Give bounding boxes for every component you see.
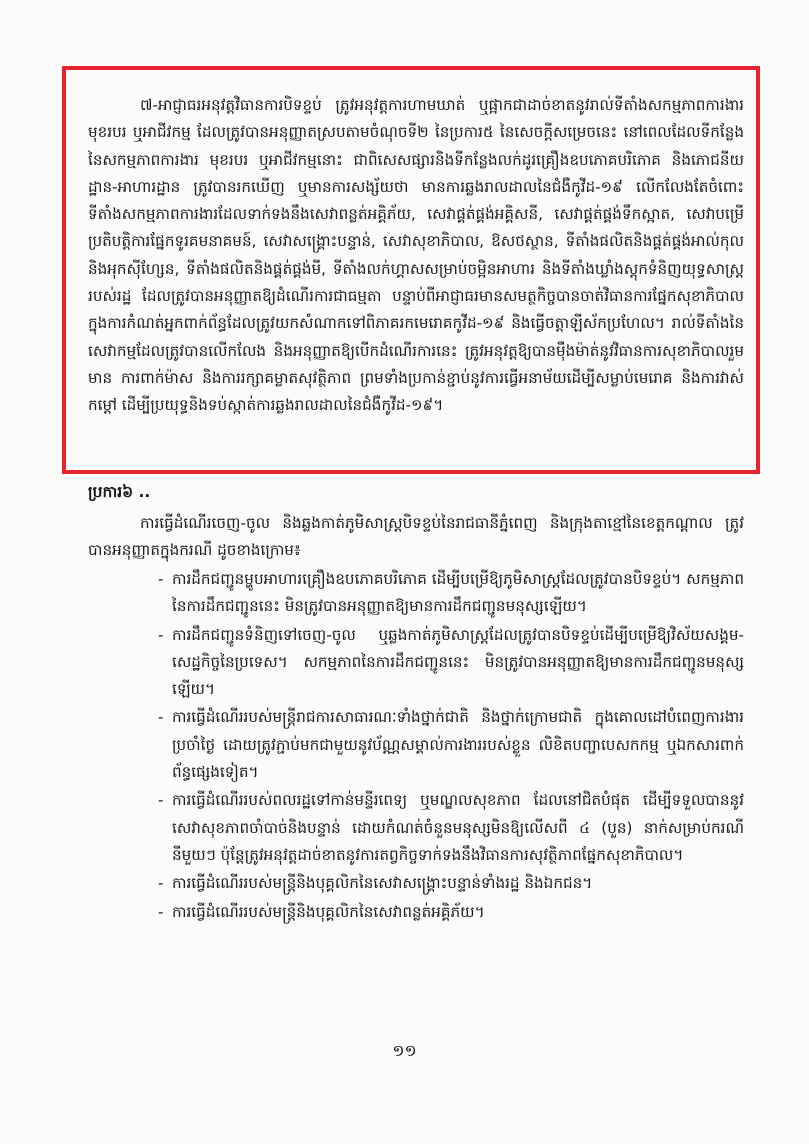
list-item-text: ការដឹកជញ្ជូនទំនិញទៅចេញ-ចូល ឬឆ្លងកាត់ភូមិសាស្ត្រដែលត្រូវបានបិទខ្ទប់ដើម្បីបម្រើឱ្យវិស័យសង្គម-សេដ្ឋកិច្ចនៃប្រទេស។ សកម្មភាពនៃការដឹកជញ្ជូននេះ មិនត្រូវបានអនុញ្ញាតឱ្យមានការដឹកជញ្ជូនមនុស្សឡើយ។ (172, 625, 744, 699)
bullet-dash: - (158, 708, 164, 727)
list-item (158, 899, 744, 926)
allowed-travel-list (158, 566, 744, 927)
list-item (158, 622, 744, 704)
list-item-text: ការធ្វើដំណើររបស់ពលរដ្ឋទៅកាន់មន្ទីរពេទ្យ ឬមណ្ឌលសុខភាព ដែលនៅជិតបំផុត ដើម្បីទទួលបាននូវសេវាសុខភាពចាំបាច់និងបន្ទាន់ ដោយកំណត់ចំនួនមនុស្សមិនឱ្យលើសពី ៤ (បួន) នាក់សម្រាប់ករណីនីមួយៗ ប៉ុន្តែត្រូវអនុវត្តដាច់ខាតនូវការតព្វកិច្ចទាក់ទងនឹងវិធានការសុវត្ថិភាពផ្នែកសុខាភិបាល។ (172, 791, 744, 864)
list-item-text: ការធ្វើដំណើររបស់មន្ត្រីរាជការសាធារណៈទាំងថ្នាក់ជាតិ និងថ្នាក់ក្រោមជាតិ ក្នុងគោលដៅបំពេញការងារប្រចាំថ្ងៃ ដោយត្រូវភ្ជាប់មកជាមួយនូវប័ណ្ណសម្គាល់ការងាររបស់ខ្លួន លិខិតបញ្ជាបេសកកម្ម ឬឯកសារពាក់ព័ន្ធផ្សេងទៀត។ (172, 708, 744, 782)
bullet-dash: - (158, 791, 164, 810)
list-item-text: ការដឹកជញ្ជូនម្ហូបអាហារគ្រឿងឧបភោគបរិភោគ ដើម្បីបម្រើឱ្យភូមិសាស្ត្រដែលត្រូវបានបិទខ្ទប់។ សកម្មភាពនៃការដឹកជញ្ជូននេះ មិនត្រូវបានអនុញ្ញាតឱ្យមានការដឹកជញ្ជូនមនុស្សឡើយ។ (172, 570, 744, 616)
bullet-dash: - (158, 570, 164, 588)
list-item-text: ការធ្វើដំណើររបស់មន្ត្រីនិងបុគ្គលិកនៃសេវាពន្លត់អគ្គិភ័យ។ (172, 902, 485, 921)
bullet-dash: - (158, 625, 164, 644)
article-intro-paragraph: ការធ្វើដំណើរចេញ-ចូល និងឆ្លងកាត់ភូមិសាស្ត្របិទខ្ទប់នៃរាជធានីភ្នំពេញ និងក្រុងតាខ្មៅនៃខេត្តកណ្ដាល ត្រូវបានអនុញ្ញាតក្នុងករណី ដូចខាងក្រោម៖ (88, 514, 744, 560)
list-item (158, 787, 744, 869)
list-item (158, 704, 744, 786)
highlighted-paragraph: ៧-អាជ្ញាធរអនុវត្តវិធានការបិទខ្ទប់ ត្រូវអនុវត្តការហាមឃាត់ ឬផ្អាកជាដាច់ខាតនូវរាល់ទីតាំងសកម្មភាពការងារ មុខរបរ ឬអាជីវកម្ម ដែលត្រូវបានអនុញ្ញាតស្របតាមចំណុចទី២ នៃប្រការ៥ នៃសេចក្ដីសម្រេចនេះ នៅពេលដែលទីកន្លែងនៃសកម្មភាពការងារ មុខរបរ ឬអាជីវកម្មនោះ ជាពិសេសផ្សារនិងទីកន្លែងលក់ដូរគ្រឿងឧបភោគបរិភោគ និងភោជនីយដ្ឋាន-អាហារដ្ឋាន ត្រូវបានរកឃើញ ឬមានការសង្ស័យថា មានការឆ្លងរាលដាលនៃជំងឺកូវីដ-១៩ លើកលែងតែចំពោះទីតាំងសកម្មភាពការងារដែលទាក់ទងនឹងសេវាពន្លត់អគ្គិភ័យ, សេវាផ្គត់ផ្គង់អគ្គិសនី, សេវាផ្គត់ផ្គង់ទឹកស្អាត, សេវាបម្រើប្រតិបត្តិការផ្នែកទូរគមនាគមន៍, សេវាសង្គ្រោះបន្ទាន់, សេវាសុខាភិបាល, ឱសថស្ថាន, ទីតាំងផលិតនិងផ្គត់ផ្គង់អាល់កុល និងអុកស៊ីហ្សែន, ទីតាំងផលិតនិងផ្គត់ផ្គង់មី, ទីតាំងលក់ហ្គាសសម្រាប់ចម្អិនអាហារ និងទីតាំងឃ្លាំងស្តុកទំនិញយុទ្ធសាស្ត្ររបស់រដ្ឋ ដែលត្រូវបានអនុញ្ញាតឱ្យដំណើរការជាធម្មតា បន្ទាប់ពីអាជ្ញាធរមានសមត្ថកិច្ចបានចាត់វិធានការផ្នែកសុខាភិបាលក្នុងការកំណត់អ្នកពាក់ព័ន្ធដែលត្រូវយកសំណាកទៅពិភាគរកមេរោគកូវីដ-១៩ និងធ្វើចត្តាឡីស័កប្រហែល។ រាល់ទីតាំងនៃសេវាកម្មដែលត្រូវបានលើកលែង និងអនុញ្ញាតឱ្យបើកដំណើរការនេះ ត្រូវអនុវត្តឱ្យបានម៉ឺងម៉ាត់នូវវិធានការសុខាភិបាលរួមមាន ការពាក់ម៉ាស និងការរក្សាគម្លាតសុវត្ថិភាព ព្រមទាំងប្រកាន់ខ្ជាប់នូវការធ្វើអនាម័យដើម្បីសម្លាប់មេរោគ និងការវាស់កម្ដៅ ដើម្បីប្រយុទ្ធនិងទប់ស្កាត់ការឆ្លងរាលដាលនៃជំងឺកូវីដ-១៩។ (88, 96, 744, 415)
article-heading: ប្រការ៦ .. (88, 483, 151, 501)
list-item-text: ការធ្វើដំណើររបស់មន្ត្រីនិងបុគ្គលិកនៃសេវាសង្គ្រោះបន្ទាន់ទាំងរដ្ឋ និងឯកជន។ (172, 874, 593, 893)
bullet-dash: - (158, 874, 164, 893)
page-number: ១១ (392, 1041, 417, 1060)
list-item (158, 870, 744, 897)
list-item (158, 566, 744, 621)
bullet-dash: - (158, 902, 164, 921)
